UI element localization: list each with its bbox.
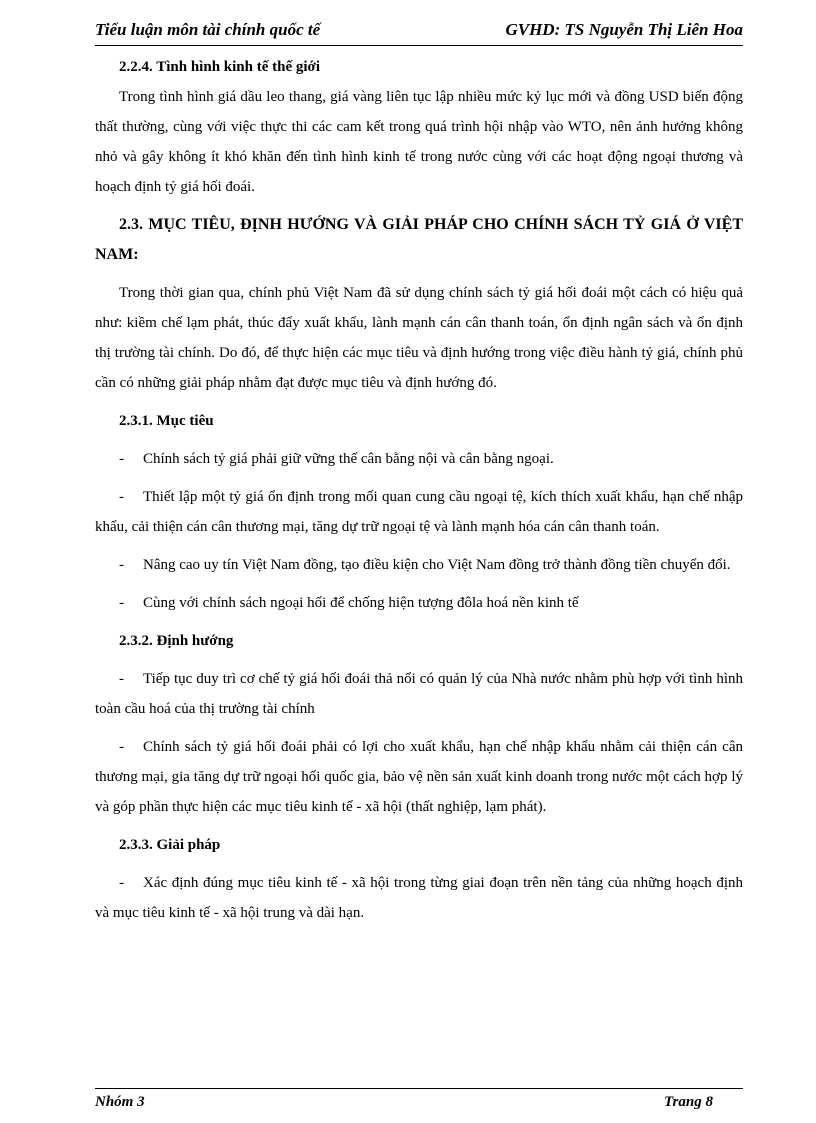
list-item: - Thiết lập một tỷ giá ổn định trong mối quan cung cầu ngoại tệ, kích thích xuất khẩu, hạn chế nhập khẩu, cải thiện cán cân thương mại, tăng dự trữ ngoại tệ và lành mạnh hóa cán cân thanh toán.	[95, 482, 743, 542]
bullet-dash: -	[119, 595, 124, 611]
heading-2-3: 2.3. MỤC TIÊU, ĐỊNH HƯỚNG VÀ GIẢI PHÁP CHO CHÍNH SÁCH TỶ GIÁ Ở VIỆT NAM:	[95, 216, 743, 263]
page-footer	[95, 1088, 743, 1118]
heading-2-2-4: 2.2.4. Tình hình kinh tế thế giới	[119, 59, 321, 75]
footer-rule	[95, 1088, 743, 1089]
heading-2-3-3: 2.3.3. Giải pháp	[119, 837, 221, 853]
bullet-dash: -	[119, 451, 124, 467]
page-header	[95, 18, 743, 48]
list-item: - Chính sách tỷ giá hối đoái phải có lợi cho xuất khẩu, hạn chế nhập khẩu nhằm cải thiện cán cân thương mại, gia tăng dự trữ ngoại hối quốc gia, bảo vệ nền sản xuất kinh doanh trong nước một cách hợp lý và góp phần thực hiện các mục tiêu kinh tế - xã hội (thất nghiệp, lạm phát).	[95, 732, 743, 822]
bullet-dash: -	[119, 489, 124, 505]
heading-2-3-2: 2.3.2. Định hướng	[119, 633, 234, 649]
header-rule	[95, 45, 743, 46]
bullet-dash: -	[119, 557, 124, 573]
list-item: - Tiếp tục duy trì cơ chế tỷ giá hối đoái thả nổi có quản lý của Nhà nước nhằm phù hợp với tình hình toàn cầu hoá của thị trường tài chính	[95, 664, 743, 724]
footer-group: Nhóm 3	[95, 1094, 145, 1110]
list-item: - Nâng cao uy tín Việt Nam đồng, tạo điều kiện cho Việt Nam đồng trở thành đồng tiền chuyển đổi.	[95, 550, 743, 580]
page-content	[95, 52, 743, 928]
header-title: Tiểu luận môn tài chính quốc tế	[95, 20, 321, 39]
bullet-dash: -	[119, 671, 124, 687]
list-item: - Cùng với chính sách ngoại hối để chống hiện tượng đôla hoá nền kinh tế	[95, 588, 743, 618]
header-supervisor: GVHD: TS Nguyễn Thị Liên Hoa	[505, 20, 743, 39]
bullet-dash: -	[119, 875, 124, 891]
bullet-dash: -	[119, 739, 124, 755]
list-item: - Xác định đúng mục tiêu kinh tế - xã hội trong từng giai đoạn trên nền tảng của những hoạch định và mục tiêu kinh tế - xã hội trung và dài hạn.	[95, 868, 743, 928]
paragraph-2-2-4: Trong tình hình giá dầu leo thang, giá vàng liên tục lập nhiều mức kỷ lục mới và đồng USD biến động thất thường, cùng với việc thực thi các cam kết trong quá trình hội nhập vào WTO, nên ảnh hưởng không nhỏ và gây không ít khó khăn đến tình hình kinh tế trong nước cùng với các hoạt động ngoại thương và hoạch định tỷ giá hối đoái.	[95, 89, 743, 195]
list-item: - Chính sách tỷ giá phải giữ vững thế cân bằng nội và cân bằng ngoại.	[95, 444, 743, 474]
footer-page-number: Trang 8	[663, 1094, 713, 1110]
heading-2-3-1: 2.3.1. Mục tiêu	[119, 413, 214, 429]
paragraph-2-3: Trong thời gian qua, chính phủ Việt Nam đã sử dụng chính sách tỷ giá hối đoái một cách có hiệu quả như: kiềm chế lạm phát, thúc đẩy xuất khẩu, lành mạnh cán cân thanh toán, ổn định ngân sách và ổn định thị trường tài chính. Do đó, để thực hiện các mục tiêu và định hướng trong việc điều hành tỷ giá, chính phủ cần có những giải pháp nhằm đạt được mục tiêu và định hướng đó.	[95, 285, 743, 391]
